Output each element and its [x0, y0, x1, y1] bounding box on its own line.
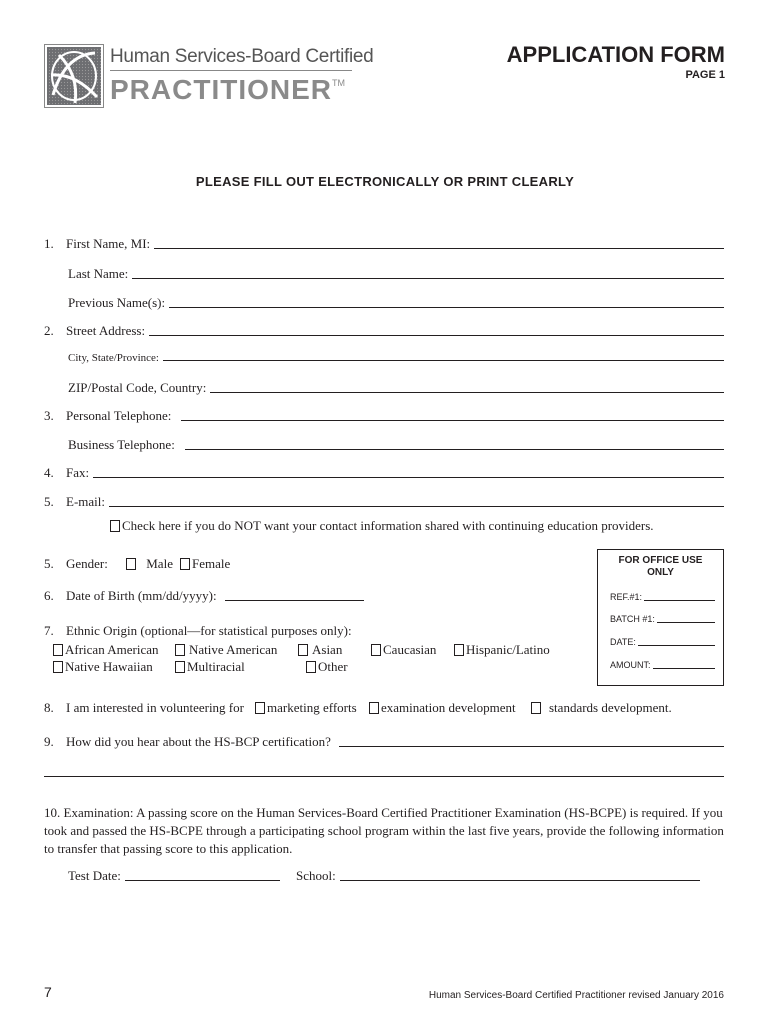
contact-optout-checkbox[interactable] — [110, 520, 120, 532]
school-field — [296, 868, 700, 884]
ethnic-option — [306, 659, 348, 675]
fax-input[interactable] — [93, 476, 724, 478]
instructions: PLEASE FILL OUT ELECTRONICALLY OR PRINT CLEARLY — [195, 174, 575, 189]
item-number: 4. — [44, 465, 54, 480]
globe-logo-icon — [45, 45, 103, 107]
gender-female-option — [180, 556, 230, 572]
city-input[interactable] — [163, 359, 724, 361]
business-phone-input[interactable] — [185, 448, 724, 450]
dob-label: Date of Birth (mm/dd/yyyy): — [66, 588, 217, 603]
volunteer-option — [531, 700, 672, 716]
ethnic-option-label: Multiracial — [187, 659, 245, 674]
item-number: 5. — [44, 556, 54, 571]
volunteer-checkbox[interactable] — [255, 702, 265, 714]
ethnic-option — [175, 642, 277, 658]
previous-names-input[interactable] — [169, 306, 724, 308]
brand-name-text: PRACTITIONER — [110, 74, 332, 105]
test-date-label: Test Date: — [68, 868, 121, 883]
ethnic-option-label: Hispanic/Latino — [466, 642, 550, 657]
office-date-input[interactable] — [638, 645, 715, 646]
ethnic-option-label: Native American — [189, 642, 278, 657]
item-number: 6. — [44, 588, 54, 603]
hsbcp-logo — [44, 44, 104, 108]
office-amount-label: AMOUNT: — [610, 660, 651, 670]
email-input[interactable] — [109, 505, 724, 507]
first-name-field — [44, 236, 724, 252]
ethnic-checkbox[interactable] — [298, 644, 308, 656]
ethnic-option-label: Native Hawaiian — [65, 659, 153, 674]
ethnic-field — [44, 623, 352, 639]
ethnic-checkbox[interactable] — [53, 644, 63, 656]
ethnic-option — [298, 642, 342, 658]
office-date-label: DATE: — [610, 637, 636, 647]
ethnic-checkbox[interactable] — [175, 661, 185, 673]
item-number: 1. — [44, 236, 54, 251]
ethnic-option — [371, 642, 436, 658]
previous-names-label: Previous Name(s): — [68, 295, 166, 310]
page-label: PAGE 1 — [685, 69, 725, 81]
office-batch-label: BATCH #1: — [610, 614, 655, 624]
volunteer-checkbox[interactable] — [531, 702, 541, 714]
office-amount-input[interactable] — [653, 668, 716, 669]
email-label: E-mail: — [66, 494, 105, 509]
office-amount-row — [610, 660, 715, 670]
email-field — [44, 494, 724, 510]
office-use-title — [598, 555, 723, 579]
contact-optout-label: Check here if you do NOT want your contact information shared with continuing education providers. — [122, 518, 654, 533]
dob-input[interactable] — [225, 599, 364, 601]
personal-phone-input[interactable] — [181, 419, 724, 421]
zip-label: ZIP/Postal Code, Country: — [68, 380, 207, 395]
gender-female-checkbox[interactable] — [180, 558, 190, 570]
ethnic-checkbox[interactable] — [175, 644, 185, 656]
school-input[interactable] — [340, 879, 700, 881]
office-batch-input[interactable] — [657, 622, 715, 623]
form-title: APPLICATION FORM — [506, 42, 725, 67]
trademark: TM — [332, 78, 345, 88]
office-ref-input[interactable] — [644, 600, 715, 601]
item-number: 8. — [44, 700, 54, 715]
ethnic-checkbox[interactable] — [306, 661, 316, 673]
ethnic-option-label: African American — [65, 642, 159, 657]
item-number: 5. — [44, 494, 54, 509]
gender-male-option — [126, 556, 173, 572]
item-number: 3. — [44, 408, 54, 423]
contact-optout — [110, 518, 654, 534]
item-number: 2. — [44, 323, 54, 338]
city-field — [68, 352, 724, 364]
heard-field — [44, 734, 724, 750]
test-date-input[interactable] — [125, 879, 280, 881]
gender-male-checkbox[interactable] — [126, 558, 136, 570]
ethnic-checkbox[interactable] — [53, 661, 63, 673]
city-label: City, State/Province: — [68, 352, 159, 364]
ethnic-option-label: Asian — [312, 642, 343, 657]
personal-phone-label: Personal Telephone: — [66, 408, 172, 423]
heard-continuation-line[interactable] — [44, 776, 724, 777]
zip-field — [68, 380, 724, 396]
office-use-box — [597, 549, 724, 686]
volunteer-option-label: standards development. — [549, 700, 672, 715]
ethnic-option-label: Caucasian — [383, 642, 437, 657]
gender-label: Gender: — [66, 556, 108, 571]
street-field — [44, 323, 724, 339]
ethnic-option — [53, 642, 158, 658]
previous-names-field — [68, 295, 724, 311]
examination-text: 10. Examination: A passing score on the Human Services-Board Certified Practitioner Examination (HS-BCPE) is required. If you took and passed the HS-BCPE through a participating school program within the last five years, provide the following information to transfer that passing score to this application. — [44, 805, 724, 856]
business-phone-label: Business Telephone: — [68, 437, 175, 452]
fax-field — [44, 465, 724, 481]
brand-line: Human Services-Board Certified — [110, 46, 374, 67]
gender-field — [44, 556, 108, 572]
brand-divider — [110, 70, 352, 71]
business-phone-field — [68, 437, 724, 453]
volunteer-checkbox[interactable] — [369, 702, 379, 714]
volunteer-option — [255, 700, 357, 716]
street-label: Street Address: — [66, 323, 146, 338]
gender-female-label: Female — [192, 556, 231, 571]
heard-label: How did you hear about the HS-BCP certification? — [66, 734, 331, 749]
ethnic-option — [454, 642, 550, 658]
gender-male-label: Male — [146, 556, 173, 571]
dob-field — [44, 588, 364, 604]
page-number: 7 — [44, 984, 52, 1000]
last-name-field — [68, 266, 724, 282]
ethnic-option — [53, 659, 153, 675]
fax-label: Fax: — [66, 465, 90, 480]
ethnic-checkbox[interactable] — [454, 644, 464, 656]
first-name-input[interactable] — [154, 247, 724, 249]
last-name-input[interactable] — [132, 277, 724, 279]
volunteer-label: I am interested in volunteering for — [66, 700, 244, 715]
footer-text: Human Services-Board Certified Practitioner revised January 2016 — [428, 990, 724, 1001]
first-name-label: First Name, MI: — [66, 236, 151, 251]
brand-name — [110, 74, 345, 106]
ethnic-option-label: Other — [318, 659, 348, 674]
office-ref-label: REF.#1: — [610, 592, 643, 602]
volunteer-field — [44, 700, 244, 716]
school-label: School: — [296, 868, 336, 883]
office-batch-row — [610, 614, 715, 624]
last-name-label: Last Name: — [68, 266, 129, 281]
ethnic-checkbox[interactable] — [371, 644, 381, 656]
office-date-row — [610, 637, 715, 647]
personal-phone-field — [44, 408, 724, 424]
street-input[interactable] — [149, 334, 724, 336]
office-use-title-line: ONLY — [647, 567, 674, 578]
heard-input[interactable] — [339, 745, 724, 747]
ethnic-option — [175, 659, 245, 675]
item-number: 9. — [44, 734, 54, 749]
volunteer-option — [369, 700, 516, 716]
zip-input[interactable] — [210, 391, 724, 393]
volunteer-option-label: marketing efforts — [267, 700, 357, 715]
office-use-title-line: FOR OFFICE USE — [618, 555, 703, 566]
office-ref-row — [610, 592, 715, 602]
test-date-field — [68, 868, 280, 884]
ethnic-label: Ethnic Origin (optional—for statistical purposes only): — [66, 623, 352, 638]
item-number: 7. — [44, 623, 54, 638]
volunteer-option-label: examination development — [381, 700, 516, 715]
